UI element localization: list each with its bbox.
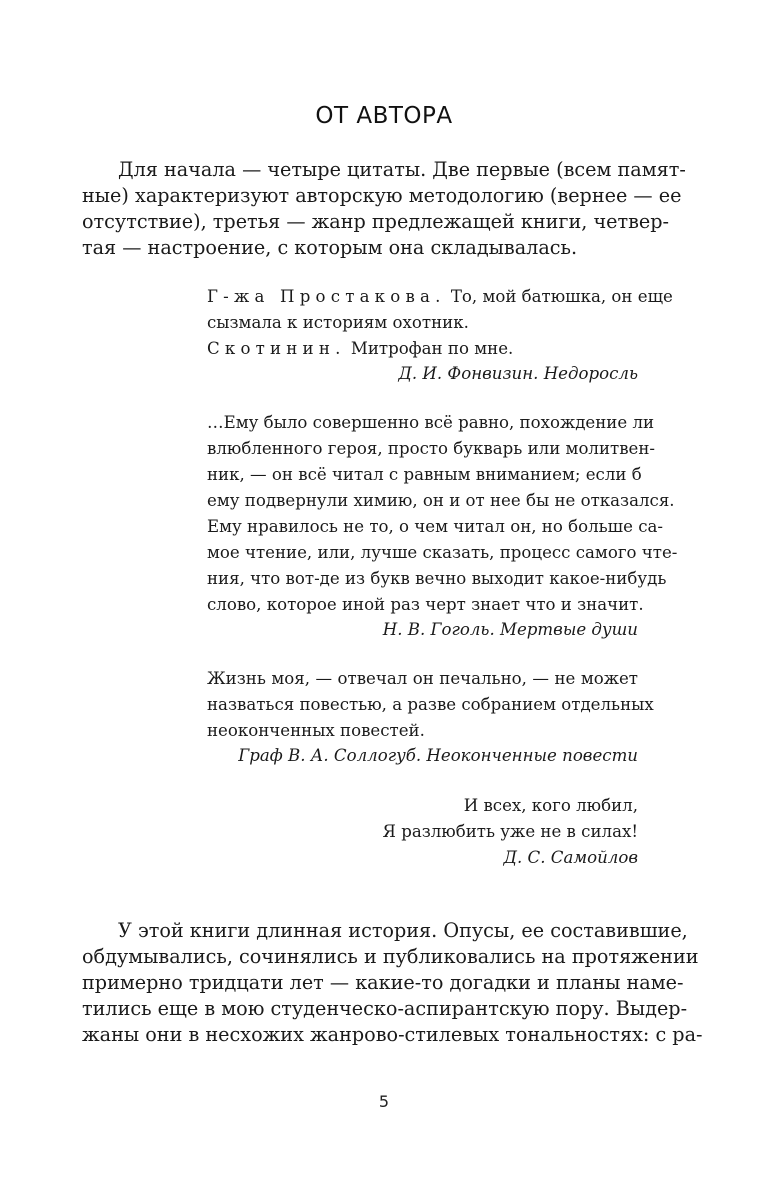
- chapter-title: ОТ АВТОРА: [315, 103, 453, 129]
- epigraph-source: Н. В. Гоголь. Мертвые души: [382, 620, 638, 639]
- epigraph-line: неоконченных повестей.: [207, 721, 425, 740]
- speaker-name: Г-жа Простакова.: [207, 287, 446, 306]
- speaker-name: Скотинин.: [207, 339, 346, 358]
- epigraph-line: ник, — он всё читал с равным вниманием; если б: [207, 465, 642, 484]
- epigraph-line: И всех, кого любил,: [463, 796, 638, 815]
- epigraph-line: Жизнь моя, — отвечал он печально, — не может: [207, 669, 638, 688]
- epigraph-line: Я разлюбить уже не в силах!: [382, 822, 638, 841]
- epigraph-line: мое чтение, или, лучше сказать, процесс самого чте-: [207, 543, 678, 562]
- intro-line: тая — настроение, с которым она складывалась.: [82, 236, 578, 259]
- intro-line: Для начала — четыре цитаты. Две первые (всем памят-: [118, 158, 686, 181]
- body-line: примерно тридцати лет — какие-то догадки и планы наме-: [82, 971, 684, 994]
- body-line: У этой книги длинная история. Опусы, ее составившие,: [118, 919, 688, 942]
- epigraph-line: сызмала к историям охотник.: [207, 313, 469, 332]
- epigraph-line: слово, которое иной раз черт знает что и значит.: [207, 595, 644, 614]
- epigraph-line: ему подвернули химию, он и от нее бы не отказался.: [207, 491, 675, 510]
- epigraph-source: Д. И. Фонвизин. Недоросль: [398, 364, 638, 383]
- body-line: тились еще в мою студенческо-аспирантскую пору. Выдер-: [82, 997, 688, 1020]
- body-line: жаны они в несхожих жанрово-стилевых тональностях: с ра-: [82, 1023, 703, 1046]
- epigraph-line: [207, 336, 638, 362]
- speech-text: Митрофан по мне.: [345, 339, 514, 358]
- epigraph-line: [207, 284, 673, 310]
- body-line: обдумывались, сочинялись и публиковались на протяжении: [82, 945, 699, 968]
- epigraph-line: ния, что вот-де из букв вечно выходит какое-нибудь: [207, 569, 667, 588]
- epigraph-source: Д. С. Самойлов: [503, 848, 638, 867]
- epigraph-line: …Ему было совершенно всё равно, похождение ли: [207, 413, 655, 432]
- speech-text: То, мой батюшка, он еще: [445, 287, 673, 306]
- epigraph-line: Ему нравилось не то, о чем читал он, но больше са-: [207, 517, 663, 536]
- epigraph-line: влюбленного героя, просто букварь или молитвен-: [207, 439, 656, 458]
- page-number: 5: [378, 1092, 390, 1111]
- epigraph-source: Граф В. А. Соллогуб. Неоконченные повести: [238, 746, 638, 765]
- epigraph-line: назваться повестью, а разве собранием отдельных: [207, 695, 654, 714]
- intro-line: отсутствие), третья — жанр предлежащей книги, четвер-: [82, 210, 670, 233]
- intro-line: ные) характеризуют авторскую методологию (вернее — ее: [82, 184, 682, 207]
